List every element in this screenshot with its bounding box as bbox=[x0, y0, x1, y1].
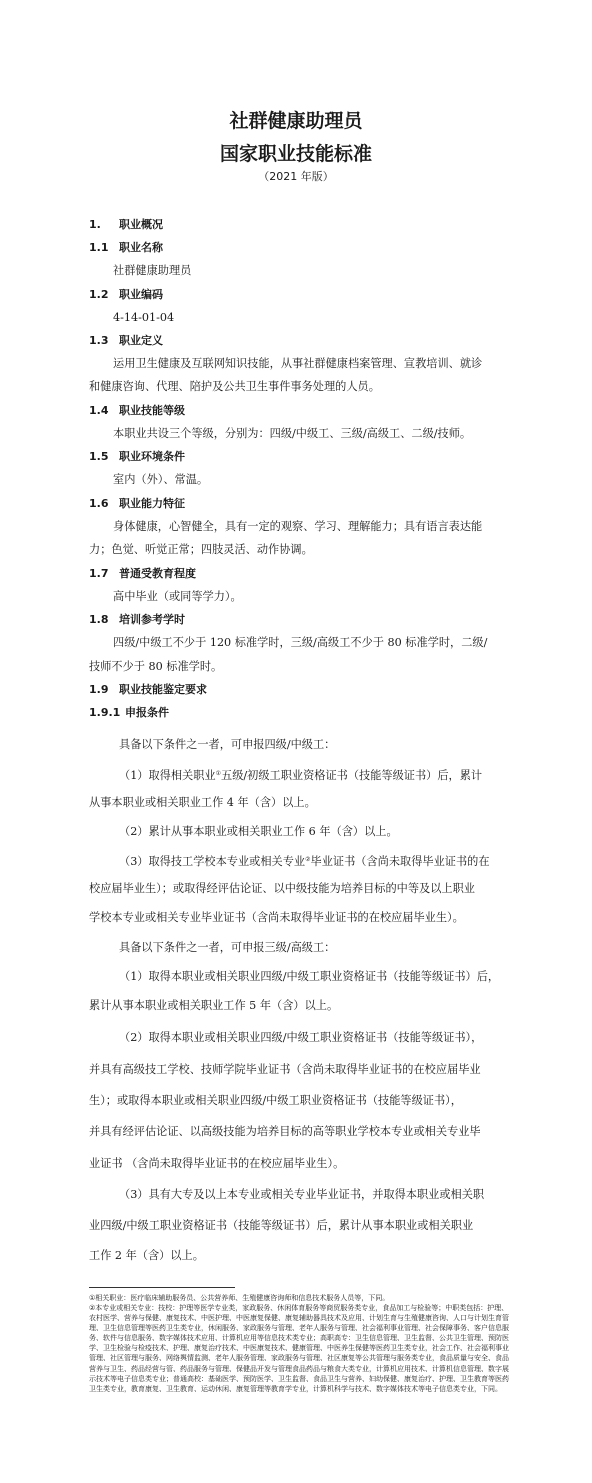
heading-1-6 bbox=[89, 497, 185, 511]
body-text: 力；色觉、听觉正常；四肢灵活、动作协调。 bbox=[89, 543, 313, 556]
heading-label: 职业名称 bbox=[119, 241, 163, 254]
body-text: 室内（外）、常温。 bbox=[113, 473, 209, 486]
heading-label: 职业概况 bbox=[119, 218, 163, 231]
body-text: 4-14-01-04 bbox=[113, 311, 175, 324]
heading-number: 1.5 bbox=[89, 450, 109, 463]
heading-number: 1.2 bbox=[89, 288, 109, 301]
body-text: （2）累计从事本职业或相关职业工作 6 年（含）以上。 bbox=[119, 825, 398, 838]
body-text: 累计从事本职业或相关职业工作 5 年（含）以上。 bbox=[89, 999, 339, 1012]
body-text: 身体健康，心智健全，具有一定的观察、学习、理解能力；具有语言表达能 bbox=[113, 520, 483, 533]
body-text: 工作 2 年（含）以上。 bbox=[89, 1249, 204, 1262]
heading-label: 申报条件 bbox=[125, 706, 169, 719]
body-text: 四级/中级工不少于 120 标准学时，三级/高级工不少于 80 标准学时，二级/ bbox=[113, 636, 488, 649]
heading-label: 培训参考学时 bbox=[119, 613, 185, 626]
heading-label: 职业技能等级 bbox=[119, 404, 185, 417]
heading-label: 职业编码 bbox=[119, 288, 163, 301]
heading-1-2 bbox=[89, 288, 163, 302]
footnote-2: ②本专业或相关专业：技校：护理等医学专业类，家政服务、休闲体育服务等商贸服务类专业，食品加工与检验等；中职类包括：护理、农村医学、营养与保健、康复技术、中医护理、中医康复保健、康复辅助器具技术及应用、计划生育与生殖健康咨询、人口与计划生育管理、卫生信息管理等医药卫生类专业，休闲服务、家政服务与管理、老年人服务与管理、社会福利事业管理、社会保障事务、客户信息服务、软件与信息服务、数字媒体技术应用、计算机应用等信息技术类专业；高职高专：卫生信息管理、卫生监督、公共卫生管理、预防医学、卫生检验与检疫技术、护理、康复治疗技术、中医康复技术、健康管理、中医养生保健等医药卫生类专业，社会工作、社会福利事业管理、社区管理与服务、网络舆情监测、老年人服务管理、家政服务与管理、社区康复等公共管理与服务类专业，食品质量与安全、食品营养与卫生、药品经营与管、药品服务与管理、保健品开发与管理食品药品与粮食大类专业，计算机应用技术、计算机信息管理、数字展示技术等电子信息类专业；普通高校：基础医学、预防医学、卫生监督、食品卫生与营养、妇幼保健、康复治疗、护理、卫生教育等医药卫生类专业，教育康复、卫生教育、运动休闲、康复管理等教育学专业，计算机科学与技术、数字媒体技术等电子信息类专业，下同。 bbox=[89, 1304, 509, 1393]
heading-1-7 bbox=[89, 567, 196, 581]
body-text: 运用卫生健康及互联网知识技能，从事社群健康档案管理、宣教培训、就诊 bbox=[113, 357, 483, 370]
heading-number: 1.8 bbox=[89, 613, 109, 626]
body-text: 学校本专业或相关专业毕业证书（含尚未取得毕业证书的在校应届毕业生）。 bbox=[89, 911, 464, 924]
heading-1-8 bbox=[89, 613, 185, 627]
footnote-ref: ② bbox=[305, 856, 311, 863]
body-text: （3）具有大专及以上本专业或相关专业毕业证书，并取得本职业或相关职 bbox=[119, 1188, 485, 1201]
body-text: 高中毕业（或同等学力）。 bbox=[113, 590, 242, 603]
heading-number: 1. bbox=[89, 218, 101, 231]
text-run: （1）取得相关职业 bbox=[119, 769, 216, 782]
body-text: 并具有高级技工学校、技师学院毕业证书（含尚未取得毕业证书的在校应届毕业 bbox=[89, 1063, 481, 1076]
body-text: 本职业共设三个等级，分别为：四级/中级工、三级/高级工、二级/技师。 bbox=[113, 427, 472, 440]
text-run: 五级/初级工职业资格证书（技能等级证书）后，累计 bbox=[221, 769, 483, 782]
heading-number: 1.1 bbox=[89, 241, 109, 254]
body-text: 并具有经评估论证、以高级技能为培养目标的高等职业学校本专业或相关专业毕 bbox=[89, 1125, 481, 1138]
heading-1-4 bbox=[89, 404, 185, 418]
body-text: 和健康咨询、代理、陪护及公共卫生事件事务处理的人员。 bbox=[89, 380, 380, 393]
body-text: 业四级/中级工职业资格证书（技能等级证书）后，累计从事本职业或相关职业 bbox=[89, 1219, 474, 1232]
body-text: 具备以下条件之一者，可申报三级/高级工： bbox=[119, 941, 336, 954]
body-text: 社群健康助理员 bbox=[113, 264, 192, 277]
body-text: （2）取得本职业或相关职业四级/中级工职业资格证书（技能等级证书）， bbox=[119, 1031, 483, 1044]
body-text: 具备以下条件之一者，可申报四级/中级工： bbox=[119, 738, 336, 751]
footnote-1: ①相关职业：医疗临床辅助服务员、公共营养师、生殖健康咨询师和信息技术服务人员等，下同。 bbox=[89, 1294, 390, 1302]
doc-title-standard: 国家职业技能标准 bbox=[219, 143, 372, 165]
footnote-divider bbox=[89, 1287, 235, 1288]
heading-number: 1.7 bbox=[89, 567, 109, 580]
body-text: 从事本职业或相关职业工作 4 年（含）以上。 bbox=[89, 796, 316, 809]
heading-1-5 bbox=[89, 450, 185, 464]
heading-1-9 bbox=[89, 683, 207, 697]
footnote-ref: ① bbox=[215, 770, 222, 777]
body-text: （1）取得本职业或相关职业四级/中级工职业资格证书（技能等级证书）后， bbox=[119, 970, 500, 983]
body-text bbox=[119, 767, 482, 783]
body-text: 校应届毕业生）；或取得经评估论证、以中级技能为培养目标的中等及以上职业 bbox=[89, 882, 475, 895]
doc-edition: （2021 年版） bbox=[258, 170, 334, 183]
text-run: （3）取得技工学校本专业或相关专业 bbox=[119, 855, 306, 868]
heading-label: 职业能力特征 bbox=[119, 497, 185, 510]
heading-number: 1.9 bbox=[89, 683, 109, 696]
heading-1 bbox=[89, 218, 163, 232]
heading-label: 职业定义 bbox=[119, 334, 163, 347]
heading-label: 普通受教育程度 bbox=[119, 567, 196, 580]
heading-number: 1.9.1 bbox=[89, 706, 121, 719]
heading-label: 职业技能鉴定要求 bbox=[119, 683, 207, 696]
body-text: 生）；或取得本职业或相关职业四级/中级工职业资格证书（技能等级证书）， bbox=[89, 1094, 462, 1107]
doc-title-occupation: 社群健康助理员 bbox=[229, 110, 363, 132]
heading-number: 1.4 bbox=[89, 404, 109, 417]
heading-number: 1.6 bbox=[89, 497, 109, 510]
heading-1-1 bbox=[89, 241, 163, 255]
heading-1-9-1 bbox=[89, 706, 169, 720]
body-text bbox=[119, 853, 490, 869]
heading-number: 1.3 bbox=[89, 334, 109, 347]
heading-1-3 bbox=[89, 334, 163, 348]
heading-label: 职业环境条件 bbox=[119, 450, 185, 463]
body-text: 业证书 （含尚未取得毕业证书的在校应届毕业生）。 bbox=[89, 1157, 345, 1170]
body-text: 技师不少于 80 标准学时。 bbox=[89, 660, 223, 673]
text-run: 毕业证书（含尚未取得毕业证书的在 bbox=[310, 855, 490, 868]
